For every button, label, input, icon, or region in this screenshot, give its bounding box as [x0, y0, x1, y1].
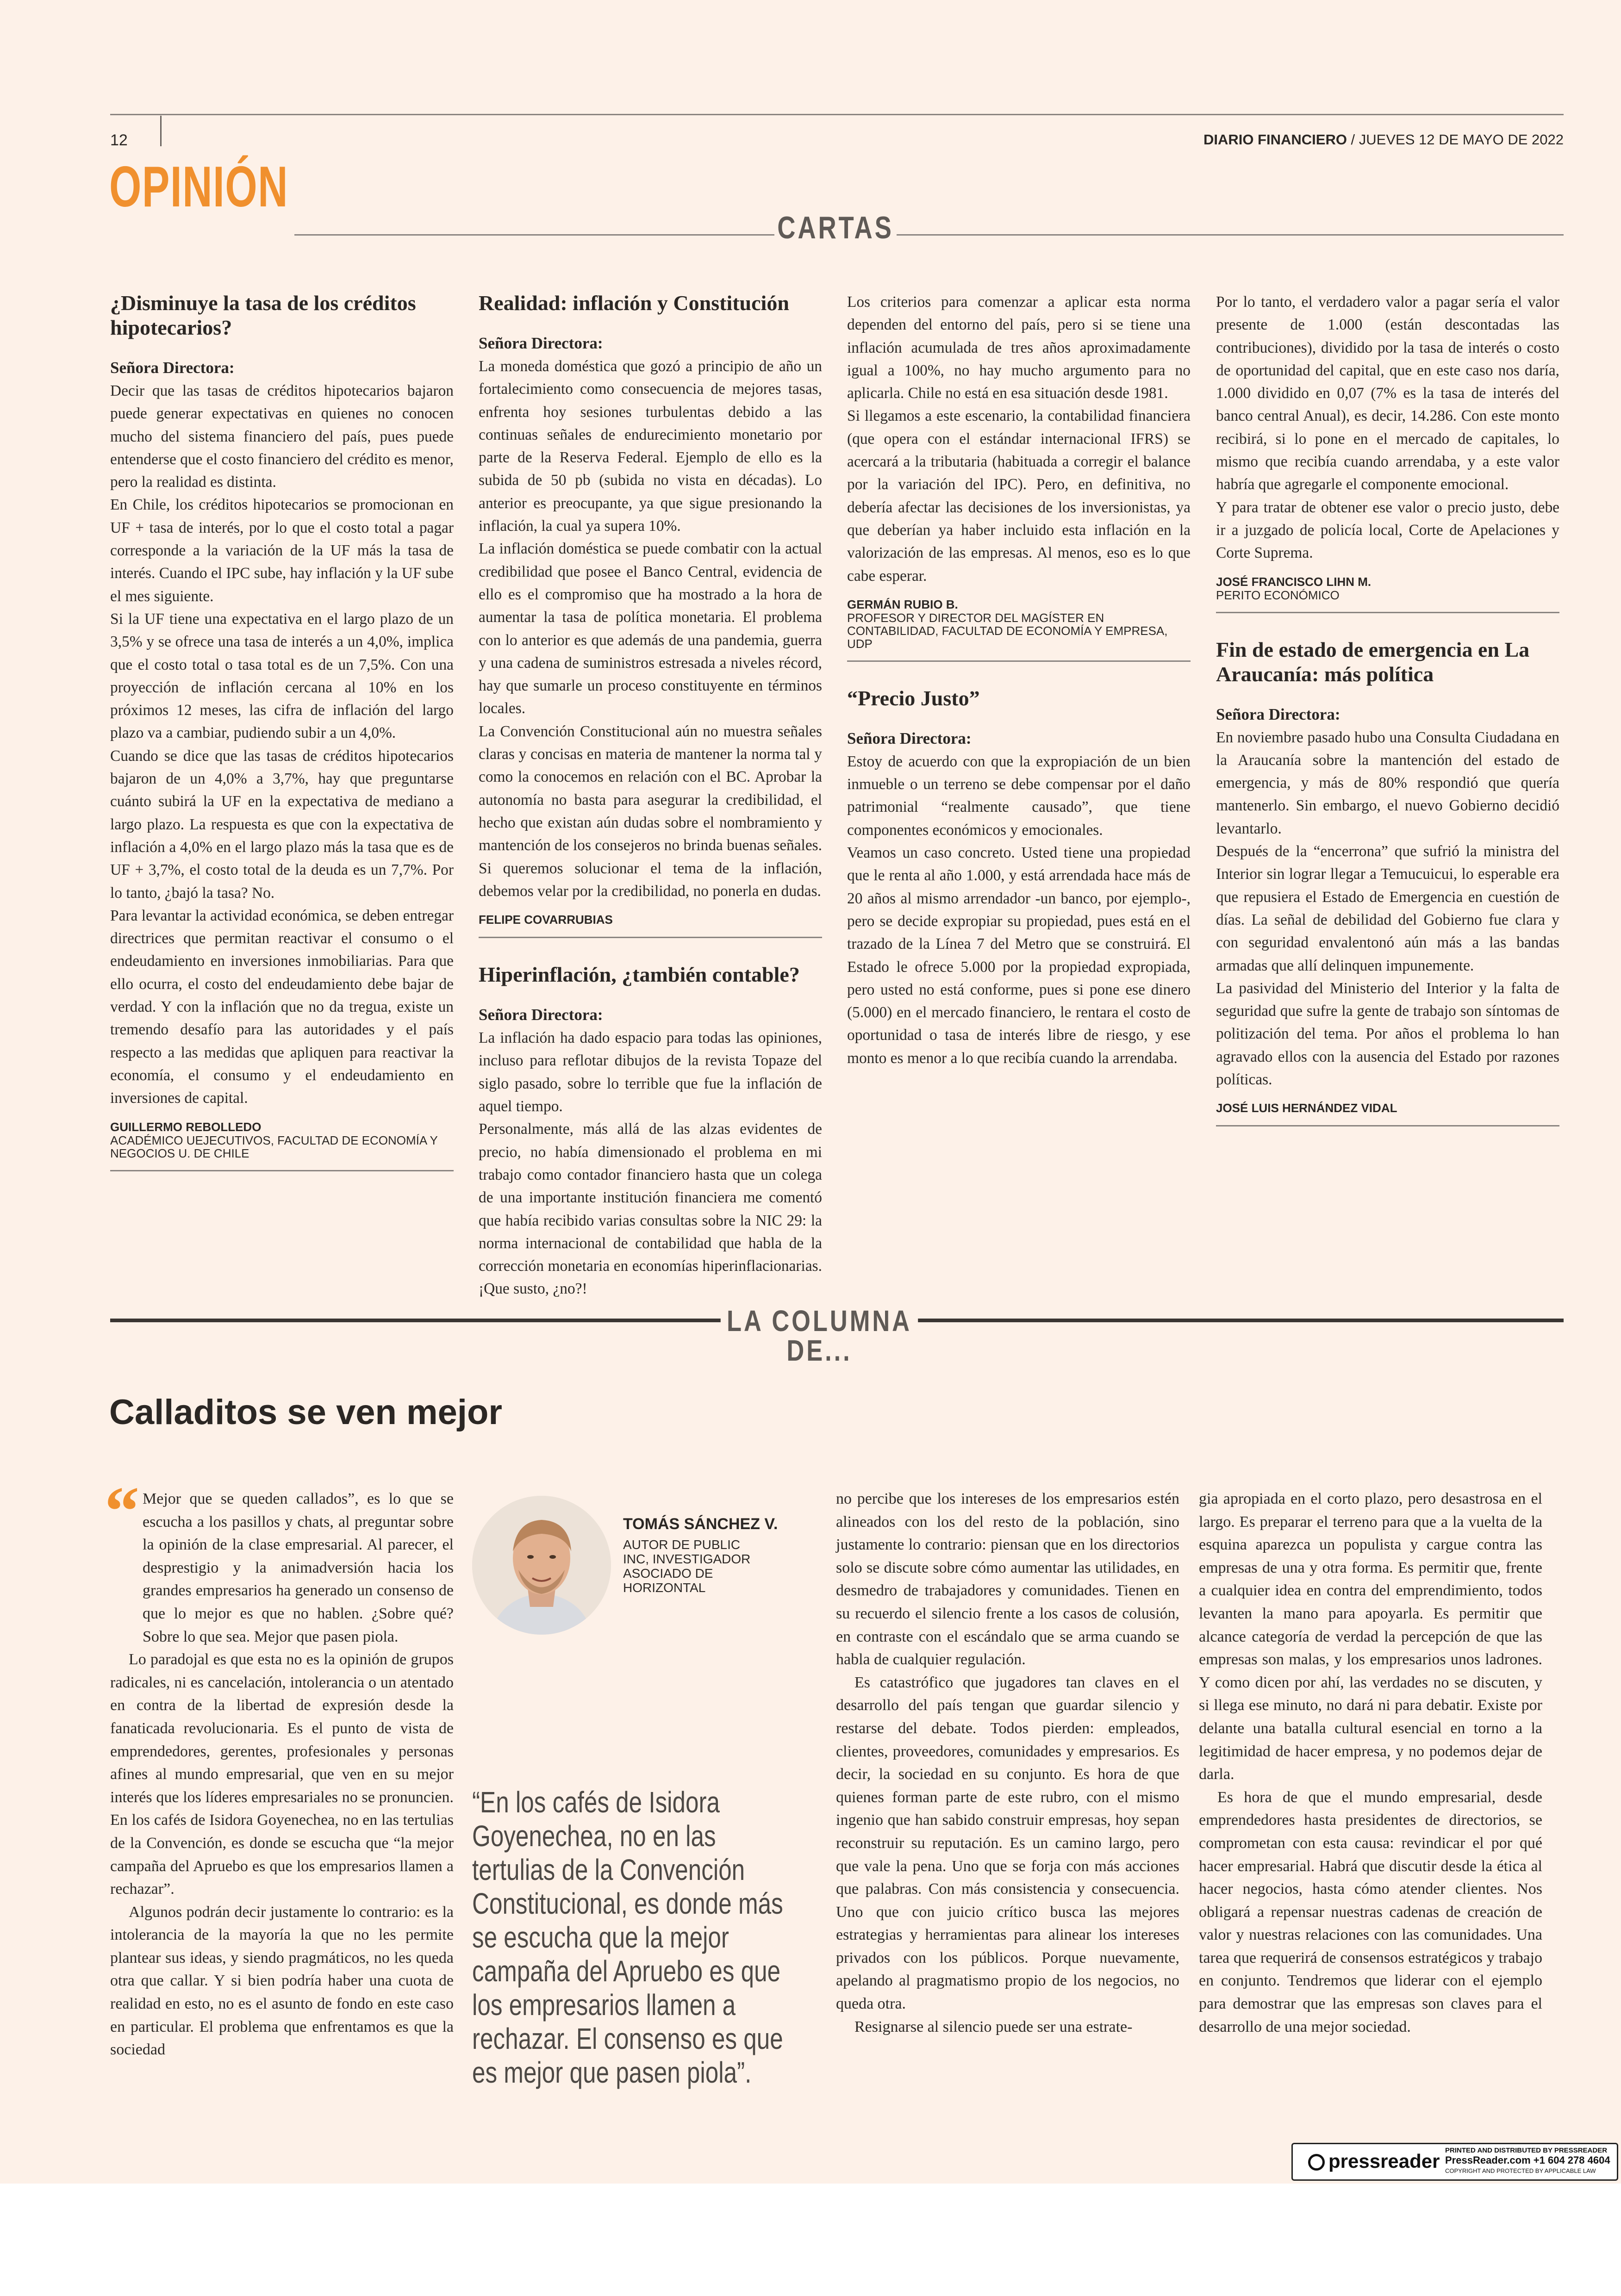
letter-salutation: Señora Directora:: [110, 359, 235, 377]
pressreader-logo-text: pressreader: [1328, 2150, 1440, 2172]
letters-column-4: [1216, 291, 1559, 1151]
letter-paragraph: Por lo tanto, el verdadero valor a pagar sería el valor presente de 1.000 (están descontadas las contribuciones), dividido por la tasa de interés o costo de oportunidad del capital, que en este caso nos daría, 1.000 dividido en 0,07 (7% es la tasa de interés del banco central Anual), es decir, 14.286. Con este monto recibirá, si lo pone en el mercado de capitales, lo mismo que recibía cuando arrendaba, y a este valor habría que agregarle el componente emocional.: [1216, 293, 1559, 493]
column-paragraph: Mejor que se queden callados”, es lo que se escucha a los pasillos y chats, al preguntar sobre la opinión de la clase empresarial. Al parecer, el desprestigio y la animadversión hacia los grandes empresarios ha generado un consenso de que lo mejor es que no hablen. ¿Sobre qué? Sobre lo que sea. Mejor que pasen piola.: [143, 1490, 454, 1645]
letter-signature: JOSÉ FRANCISCO LIHN M.: [1216, 574, 1372, 589]
letter-paragraph: La inflación doméstica se puede combatir con la actual credibilidad que posee el Banco Central, evidencia de ello es el compromiso que ha mostrado a la hora de aumentar la tasa de política monetaria. El problema con lo anterior es que además de una pandemia, guerra y una cadena de suministros estresada a niveles récord, hay que sumarle un proceso constituyente en términos locales.: [479, 540, 822, 717]
letter-paragraph: La Convención Constitucional aún no muestra señales claras y concisas en materia de mantener la norma tal y como la conocemos en relación con el BC. Aprobar la autonomía no basta para asegurar la credibilidad, el hecho que existan aún dudas sobre el nombramiento y mantención de los consejeros no brinda buenas señales. Si queremos solucionar el tema de la inflación, debemos velar por la credibilidad, no ponerla en dudas.: [479, 722, 822, 900]
column-paragraph: Resignarse al silencio puede ser una estrate-: [854, 2018, 1133, 2035]
letter-salutation: Señora Directora:: [847, 729, 972, 747]
column-paragraph: no percibe que los intereses de los empresarios estén alineados con los del resto de la población, sino justamente lo contrario: piensan que en los directorios solo se discute sobre cómo aumentar las utilidades, en desmedro de trabajadores y comunidades. Tienen en su recuerdo el silencio frente a los casos de colusión, en contraste con el escándalo que se arma cuando se habla de cualquier regulación.: [836, 1490, 1179, 1668]
letter-affiliation: ACADÉMICO UEJECUTIVOS, FACULTAD DE ECONOMÍA Y NEGOCIOS U. DE CHILE: [110, 1133, 438, 1160]
pull-quote: “En los cafés de Isidora Goyenechea, no en las tertulias de la Convención Constitucional, es donde más se escucha que la mejor campaña del Apruebo es que los empresarios llamen a rechazar. El consenso es que es mejor que pasen piola”.: [472, 1786, 783, 2089]
column-body-1: [110, 1487, 454, 2061]
page-number: 12: [110, 131, 128, 149]
author-name: TOMÁS SÁNCHEZ V.: [623, 1515, 778, 1533]
letter-paragraph: Si llegamos a este escenario, la contabilidad financiera (que opera con el estándar internacional IFRS) se acercará a la tributaria (habituada a corregir el balance por la variación del IPC). Pero, en definitiva, no debería afectar las decisiones de los inversionistas, ya que deberían ya haber incluido esta inflación en la valorización de las empresas. Al menos, eso es lo que cabe esperar.: [847, 407, 1191, 585]
column-headline: Calladitos se ven mejor: [109, 1393, 502, 1432]
letter-divider: [1216, 1125, 1559, 1126]
page-number-tick: [160, 116, 162, 146]
author-role: AUTOR DE PUBLIC INC, INVESTIGADOR ASOCIADO DE HORIZONTAL: [623, 1537, 751, 1595]
letter-signature: FELIPE COVARRUBIAS: [479, 913, 613, 927]
letter-paragraph: La inflación ha dado espacio para todas las opiniones, incluso para reflotar dibujos de la revista Topaze del siglo pasado, sobre lo terrible que fue la inflación de aquel tiempo.: [479, 1029, 822, 1115]
letter-salutation: Señora Directora:: [1216, 705, 1340, 723]
pressreader-distribution: PRINTED AND DISTRIBUTED BY PRESSREADER: [1445, 2147, 1608, 2154]
letter-paragraph: Veamos un caso concreto. Usted tiene una propiedad que le renta al año 1.000, y está arrendada hace más de 20 años al mismo arrendador -un banco, por ejemplo-, pero se decide expropiar su propiedad, pues está en el trazado de la Línea 7 del Metro que se construirá. El Estado le ofrece 5.000 por la propiedad expropiada, pero usted no está conforme, pues si pone ese dinero (5.000) en el mercado financiero, le rentara el costo de oportunidad o tasa de interés libre de riesgo, y ese monto es menor a lo que recibía cuando la arrendaba.: [847, 844, 1191, 1067]
column-paragraph: Es catastrófico que jugadores tan claves en el desarrollo del país tengan que guardar silencio y restarse del debate. Todos pierden: empleados, clientes, proveedores, comunidades y empresarios. Es decir, la sociedad en su conjunto. Es hora de que quienes forman parte de este rubro, con el mismo ingenio que han sabido construir empresas, hoy sepan reconstruir su reputación. Es un camino largo, pero que vale la pena. Uno que se forja con más acciones que palabras. Con más consistencia y consecuencia. Uno que con juicio crítico busca las mejores estrategias y herramientas para alinear los intereses privados con los públicos. Porque nuevamente, apelando al pragmatismo propio de los negocios, no queda otra.: [836, 1674, 1179, 2013]
column-paragraph: Es hora de que el mundo empresarial, desde emprendedores hasta presidentes de directorios, se comprometan con esta causa: revindicar el por qué hacer empresarial. Habrá que discutir desde la ética al hacer negocios, hasta cómo atender clientes. Nos obligará a repensar nuestras cadenas de creación de valor y nuestras relaciones con las comunidades. Una tarea que requerirá de consensos estratégicos y trabajo en conjunto. Tendremos que liderar con el ejemplo para demostrar que las empresas son claves para el desarrollo de una mejor sociedad.: [1199, 1788, 1542, 2035]
letter-paragraph: En noviembre pasado hubo una Consulta Ciudadana en la Araucanía sobre la mantención del estado de emergencia, y más de 80% respondió que quería mantenerlo. Sin embargo, el nuevo Gobierno decidió levantarlo.: [1216, 728, 1559, 837]
letter-divider: [1216, 612, 1559, 613]
section-title: OPINIÓN: [109, 155, 289, 219]
letter-signature: JOSÉ LUIS HERNÁNDEZ VIDAL: [1216, 1101, 1397, 1115]
letter-paragraph: Estoy de acuerdo con que la expropiación de un bien inmueble o un terreno se debe compensar por el daño patrimonial “realmente causado”, que tiene componentes económicos y emocionales.: [847, 753, 1191, 839]
letter-paragraph: Decir que las tasas de créditos hipotecarios bajaron puede generar expectativas en quienes no conocen mucho del sistema financiero del país, pues puede entenderse que el costo financiero del crédito es menor, pero la realidad es distinta.: [110, 382, 454, 491]
letter-signature: GERMÁN RUBIO B.: [847, 597, 958, 611]
letters-column-3: [847, 291, 1191, 1070]
letter-title: Hiperinflación, ¿también contable?: [479, 963, 800, 987]
column-paragraph: Lo paradojal es que esta no es la opinión de grupos radicales, ni es cancelación, intolerancia o un atentado en contra de la libertad de expresión desde la fanaticada revolucionaria. Es el punto de vista de emprendedores, gerentes, profesionales y personas afines al mundo empresarial, que ven en su mejor interés que los líderes empresariales no se pronuncien. En los cafés de Isidora Goyenechea, no en las tertulias de la Convención, es donde se escucha que “la mejor campaña del Apruebo es que los empresarios llamen a rechazar”.: [110, 1651, 454, 1898]
author-photo: [472, 1496, 611, 1635]
letter-paragraph: Para levantar la actividad económica, se deben entregar directrices que permitan reactivar el consumo o el endeudamiento en inversiones inmobiliarias. Para que ello ocurra, el costo del endeudamiento debe bajar de verdad. Y con la inflación que no da tregua, existe un tremendo desafío para las autoridades y el país respecto a las medidas que apliquen para reactivar la economía, el consumo y el endeudamiento en inversiones de capital.: [110, 907, 454, 1107]
letter-affiliation: PERITO ECONÓMICO: [1216, 588, 1340, 602]
column-body-3: [836, 1487, 1179, 2038]
pressreader-p-icon: [1308, 2154, 1325, 2171]
letter-divider: [479, 937, 822, 938]
letter-paragraph: Personalmente, más allá de las alzas evidentes de precio, no había dimensionado el problema en mi trabajo como contador financiero hasta que un colega de una importante institución financiera me comentó que había recibido varias consultas sobre la NIC 29: la norma internacional de contabilidad que habla de la corrección monetaria en economías hiperinflacionarias. ¡Que susto, ¿no?!: [479, 1120, 822, 1298]
pressreader-logo: [1308, 2150, 1440, 2172]
letter-title: “Precio Justo”: [847, 686, 980, 710]
letter-paragraph: La moneda doméstica que gozó a principio de año un fortalecimiento como consecuencia de mejores tasas, enfrenta hoy sesiones turbulentas debido a las continuas señales de endurecimiento monetario por parte de la Reserva Federal. Ejemplo de ello es la subida de 50 pb (subida no vista en décadas). Lo anterior es preocupante, ya que sigue presionando la inflación, la cual ya supera 10%.: [479, 358, 822, 535]
issue-date: / JUEVES 12 DE MAYO DE 2022: [1347, 131, 1564, 148]
letters-column-1: [110, 291, 454, 1195]
author-portrait-icon: [472, 1496, 611, 1635]
letter-signature: GUILLERMO REBOLLEDO: [110, 1120, 262, 1134]
column-label: LA COLUMNA DE...: [721, 1306, 918, 1365]
letter-title: ¿Disminuye la tasa de los créditos hipotecarios?: [110, 291, 416, 339]
column-paragraph: gia apropiada en el corto plazo, pero desastrosa en el largo. Es preparar el terreno para que a la vuelta de la esquina aparezca un populista y cargue contra las empresas de una y otra forma. Es permitir que, frente a cualquier idea en contra del emprendimiento, todos levanten la mano para apoyarla. Es permitir que alcance categoría de verdad la percepción de que las empresas son malas, y los empresarios unos ladrones. Y como dicen por ahí, las verdades no se discuten, y si llega ese minuto, no dará ni para debatir. Existe por delante una batalla cultural esencial en torno a la legitimidad de hacer empresa, y no podemos dejar de darla.: [1199, 1490, 1542, 1783]
letter-title: Fin de estado de emergencia en La Araucanía: más política: [1216, 637, 1530, 686]
subsection-title: CARTAS: [774, 212, 897, 243]
letters-column-2: [479, 291, 822, 1300]
letter-paragraph: Después de la “encerrona” que sufrió la ministra del Interior sin lograr llegar a Temucuicui, lo esperable era que repusiera el Estado de Emergencia en cuestión de días. La señal de debilidad del Gobierno fue clara y con seguridad envalentonó aún más a las bandas armadas que allí delinquen impunemente.: [1216, 843, 1559, 974]
letter-salutation: Señora Directora:: [479, 334, 603, 352]
publication-name: DIARIO FINANCIERO: [1203, 131, 1347, 148]
letter-salutation: Señora Directora:: [479, 1006, 603, 1024]
header-rule: [110, 114, 1564, 115]
column-body-4: [1199, 1487, 1542, 2038]
letter-title: Realidad: inflación y Constitución: [479, 291, 789, 315]
cartas-rule: [294, 234, 1564, 236]
letter-paragraph: Si la UF tiene una expectativa en el largo plazo de un 3,5% y se ofrece una tasa de interés a un 4,0%, implica que el costo total o tasa total es de un 7,5%. Con una proyección de inflación cercana al 10% en los próximos 12 meses, las cifra de inflación del largo plazo va a cambiar, pudiendo subir a un 4,0%.: [110, 610, 454, 742]
letter-divider: [847, 660, 1191, 662]
letter-paragraph: La pasividad del Ministerio del Interior y la falta de seguridad que sufre la gente de trabajo son síntomas de politización del tema. Por años el problema lo han agravado ellos con la ausencia del Estado por razones políticas.: [1216, 979, 1559, 1089]
masthead: [1203, 131, 1564, 148]
letter-paragraph: Los criterios para comenzar a aplicar esta norma dependen del entorno del país, pero si se tiene una inflación acumulada de tres años aproximadamente igual a 100%, no hay mucho argumento para no aplicarla. Chile no está en esa situación desde 1981.: [847, 293, 1191, 402]
letter-paragraph: En Chile, los créditos hipotecarios se promocionan en UF + tasa de interés, por lo que el costo total a pagar corresponde a la variación de la UF más la tasa de interés. Cuando el IPC sube, hay inflación y la UF sube el mes siguiente.: [110, 496, 454, 605]
letter-divider: [110, 1170, 454, 1171]
letter-paragraph: Y para tratar de obtener ese valor o precio justo, debe ir a juzgado de policía local, Corte de Apelaciones y Corte Suprema.: [1216, 498, 1559, 562]
pressreader-contact: PressReader.com +1 604 278 4604: [1445, 2154, 1610, 2166]
column-paragraph: Algunos podrán decir justamente lo contrario: es la intolerancia de la mayoría la que no les permite plantear sus ideas, y siendo pragmáticos, no les queda otra que callar. Y si bien podría haber una cuota de realidad en esto, no es el asunto de fondo en este caso en particular. El problema que enfrentamos es que la sociedad: [110, 1903, 454, 2059]
letter-paragraph: Cuando se dice que las tasas de créditos hipotecarios bajaron de un 4,0% a 3,7%, hay que preguntarse cuánto subirá la UF en la expectativa de mediano a largo plazo. La respuesta es que con la expectativa de inflación a 4,0% en el largo plazo más la tasa que es de UF + 3,7%, el costo total de la deuda es un 7,7%. Por lo tanto, ¿bajó la tasa? No.: [110, 747, 454, 902]
letter-affiliation: PROFESOR Y DIRECTOR DEL MAGÍSTER EN CONTABILIDAD, FACULTAD DE ECONOMÍA Y EMPRESA, UDP: [847, 610, 1168, 651]
opening-quote-icon: “: [105, 1473, 139, 1549]
pressreader-copyright: COPYRIGHT AND PROTECTED BY APPLICABLE LAW: [1445, 2167, 1596, 2174]
